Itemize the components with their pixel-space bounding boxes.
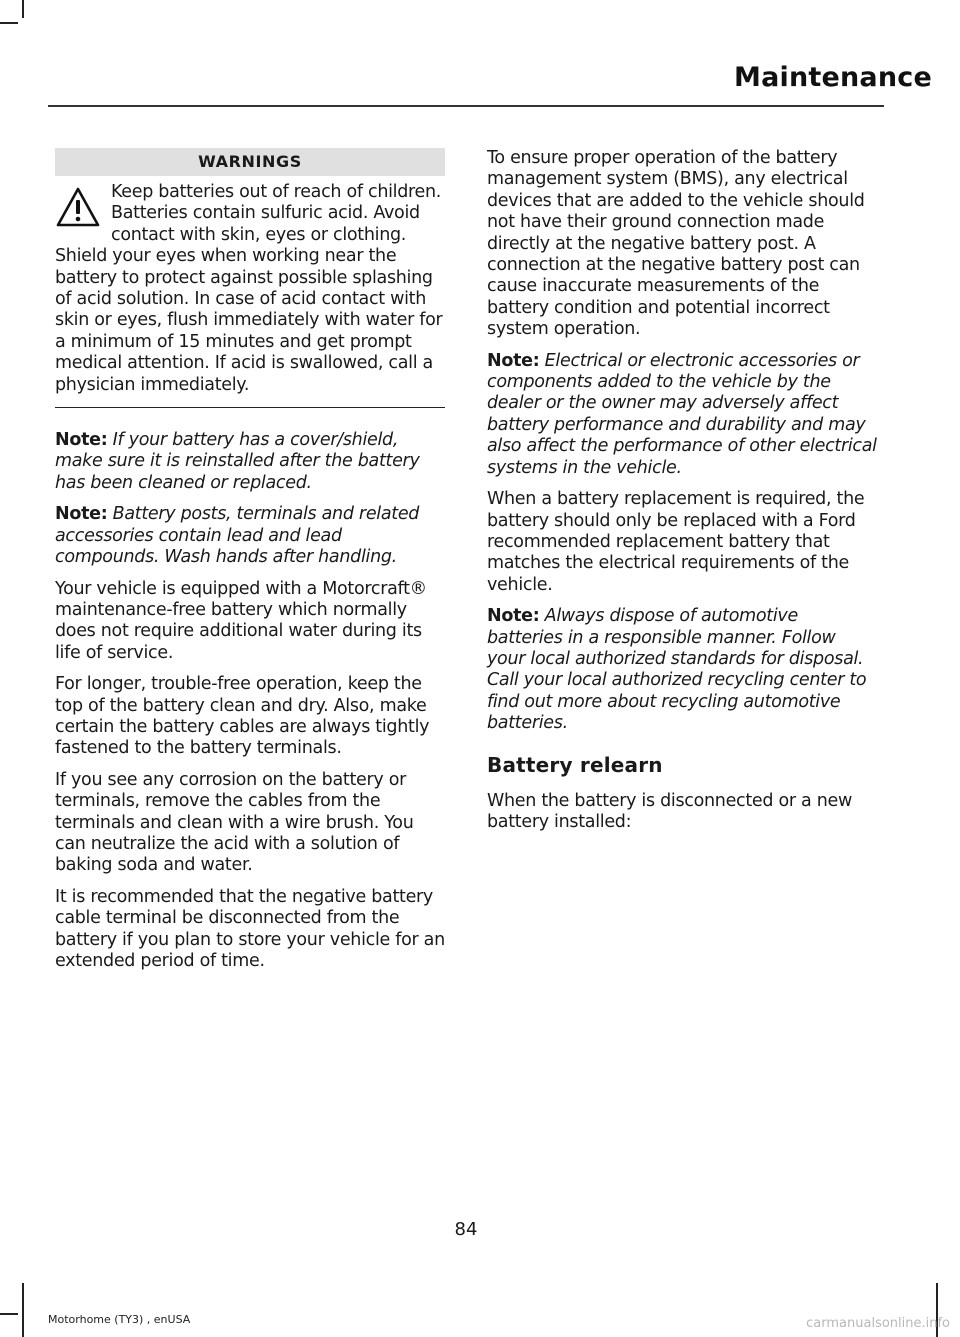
paragraph-replacement: When a battery replacement is required, the battery should only be replaced with a Ford recommended replacement battery that matches the electrical requirements of the vehicle.: [487, 489, 865, 595]
note-text: Always dispose of automotive batteries in a responsible manner. Follow your local authorized standards for disposal. Call your local authorized recycling center to find out more about recycling automotive batteries.: [487, 606, 867, 734]
warnings-body: [55, 182, 445, 396]
crop-mark: [0, 22, 18, 24]
page-title: Maintenance: [734, 62, 932, 93]
note-label: Note:: [55, 504, 108, 525]
note-label: Note:: [487, 350, 540, 371]
header-divider: [48, 105, 884, 107]
note-label: Note:: [55, 430, 108, 451]
warnings-heading: WARNINGS: [55, 148, 445, 176]
note-lead-compounds: [55, 504, 445, 568]
paragraph-bms: To ensure proper operation of the battery management system (BMS), any electrical devices that are added to the vehicle should not have their ground connection made directly at the negative battery post. A connection at the negative battery post can cause inaccurate measurements of the battery condition and potential incorrect system operation.: [487, 148, 865, 340]
watermark: carmanualsonline.info: [806, 1316, 950, 1331]
paragraph-relearn: When the battery is disconnected or a new battery installed:: [487, 790, 852, 832]
footer-text: Motorhome (TY3) , enUSA: [48, 1313, 191, 1326]
note-text: If your battery has a cover/shield, make sure it is reinstalled after the battery has been cleaned or replaced.: [55, 430, 420, 493]
crop-mark: [22, 1283, 24, 1337]
section-heading-battery-relearn: Battery relearn: [487, 752, 663, 777]
warnings-box: [55, 148, 445, 408]
note-label: Note:: [487, 606, 540, 627]
page-number: 84: [454, 1219, 478, 1240]
note-text: Electrical or electronic accessories or components added to the vehicle by the dealer or the owner may adversely affect battery performance and durability and may also affect the performance of other electrical systems in the vehicle.: [487, 350, 877, 478]
crop-mark: [0, 1313, 18, 1315]
paragraph-corrosion: If you see any corrosion on the battery or terminals, remove the cables from the terminals and clean with a wire brush. You can neutralize the acid with a solution of baking soda and water.: [55, 769, 414, 876]
note-text: Battery posts, terminals and related accessories contain lead and lead compounds. Wash hands after handling.: [55, 504, 420, 568]
left-column: [55, 148, 445, 982]
note-disposal: [487, 606, 877, 734]
note-cover-shield: [55, 430, 445, 494]
right-column: [487, 148, 877, 843]
warning-triangle-icon: [55, 186, 101, 228]
note-accessories: [487, 351, 877, 479]
paragraph-storage: It is recommended that the negative battery cable terminal be disconnected from the battery if you plan to store your vehicle for an extended period of time.: [55, 886, 445, 971]
warnings-text: Keep batteries out of reach of children. Batteries contain sulfuric acid. Avoid contact with skin, eyes or clothing. Shield your eyes when working near the battery to protect against possible splashing of acid solution. In case of acid contact with skin or eyes, flush immediately with water for a minimum of 15 minutes and get prompt medical attention. If acid is swallowed, call a physician immediately.: [55, 182, 443, 395]
crop-mark: [22, 0, 24, 18]
paragraph-trouble-free: For longer, trouble-free operation, keep the top of the battery clean and dry. Also, make certain the battery cables are always tightly fastened to the battery terminals.: [55, 674, 430, 759]
paragraph-maintenance-free: Your vehicle is equipped with a Motorcraft® maintenance-free battery which normally does not require additional water during its life of service.: [55, 578, 427, 663]
